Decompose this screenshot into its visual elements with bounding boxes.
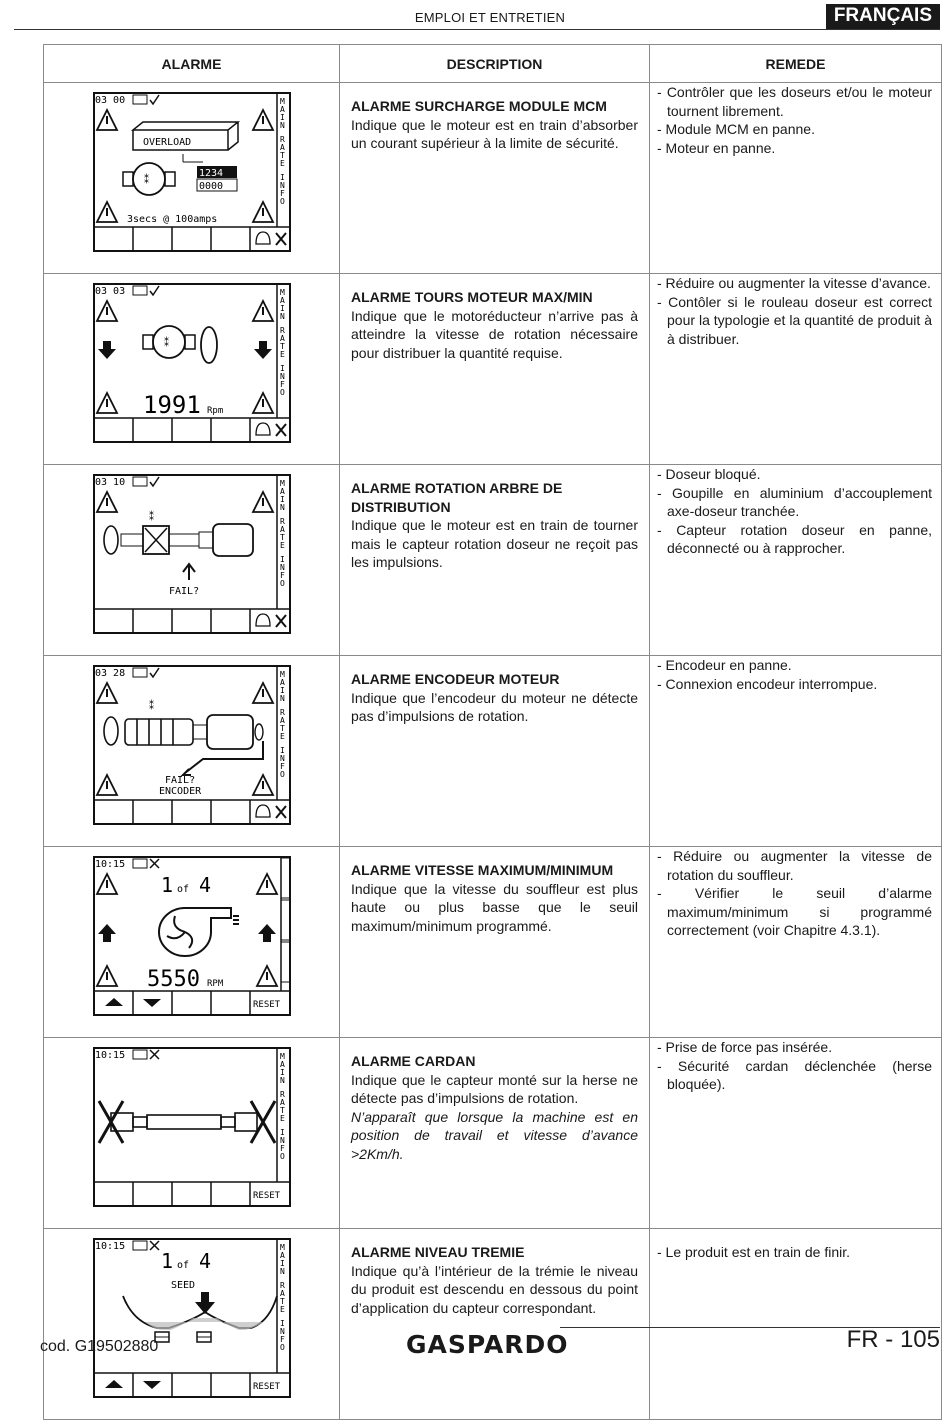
svg-text:A: A xyxy=(279,334,285,343)
encoder-label: ENCODER xyxy=(158,786,201,797)
remedy-list xyxy=(657,847,932,940)
side-tab-main[interactable]: M xyxy=(279,670,285,679)
side-tab-info[interactable]: I xyxy=(279,1128,285,1137)
remedy-list xyxy=(657,274,932,348)
svg-text:N: N xyxy=(279,1327,285,1336)
svg-text:F: F xyxy=(279,1335,285,1344)
rpm-value: 1991 xyxy=(142,391,201,419)
table-row xyxy=(44,656,942,847)
of-label: of xyxy=(176,884,189,895)
hopper-index: 1 xyxy=(160,1249,173,1273)
hopper-level-alarm-screen xyxy=(93,1238,291,1398)
motor-rpm-alarm-screen xyxy=(93,283,291,443)
screen-time: 10:15 xyxy=(94,1241,125,1252)
svg-text:F: F xyxy=(279,571,285,580)
alarm-description: Indique que la vitesse du souffleur est plus haute ou plus basse que le seuil maximum/minimum programmé. xyxy=(351,880,638,934)
remedy-list xyxy=(657,1243,932,1262)
alarm-title: ALARME TOURS MOTEUR MAX/MIN xyxy=(351,289,593,305)
sensor-count: 4 xyxy=(198,873,211,897)
side-tabs xyxy=(280,670,285,779)
svg-text:A: A xyxy=(279,1098,285,1107)
side-tab-rate[interactable]: R xyxy=(279,708,285,717)
svg-text:A: A xyxy=(279,143,285,152)
svg-text:T: T xyxy=(279,151,285,160)
rpm-unit: Rpm xyxy=(206,406,223,416)
side-tab-rate[interactable]: R xyxy=(279,326,285,335)
remedy-item: - Réduire ou augmenter la vitesse d’avance. xyxy=(657,275,931,291)
side-tab-main[interactable]: M xyxy=(279,1243,285,1252)
table-header-row xyxy=(44,45,942,83)
screen-code: 03 28 xyxy=(94,668,125,679)
alarm-description: Indique qu’à l’intérieur de la trémie le niveau du produit est descendu en dessous du point d’application du capteur correspondant. xyxy=(351,1262,638,1316)
svg-text:O: O xyxy=(279,1152,285,1161)
screen-code: 03 00 xyxy=(94,95,125,106)
side-tab-main[interactable]: M xyxy=(279,1052,285,1061)
svg-text:O: O xyxy=(279,197,285,206)
svg-text:O: O xyxy=(279,1343,285,1352)
remedy-list xyxy=(657,83,932,157)
svg-text:N: N xyxy=(279,694,285,703)
svg-text:N: N xyxy=(279,1267,285,1276)
table-row xyxy=(44,83,942,274)
sensor-status: 0000 xyxy=(198,181,223,192)
side-tab-info[interactable]: I xyxy=(279,173,285,182)
fan-rpm-unit: RPM xyxy=(206,979,223,989)
svg-text:N: N xyxy=(279,1136,285,1145)
remedy-item: - Sécurité cardan déclenchée (herse bloquée). xyxy=(657,1057,932,1092)
side-tabs xyxy=(280,1243,285,1352)
alarm-description: Indique que le capteur monté sur la herse ne détecte pas d’impulsions de rotation. xyxy=(351,1071,638,1106)
encoder-alarm-screen xyxy=(93,665,291,825)
column-header-remede: REMEDE xyxy=(650,45,942,83)
svg-text:N: N xyxy=(279,754,285,763)
svg-text:N: N xyxy=(279,563,285,572)
side-tabs xyxy=(280,1052,285,1161)
sensor-index: 1 xyxy=(160,873,173,897)
alarm-note: N’apparaît que lorsque la machine est en position de travail et vitesse d’avance >2Km/h. xyxy=(351,1108,638,1162)
svg-text:A: A xyxy=(279,716,285,725)
svg-text:A: A xyxy=(279,678,285,687)
screen-code: 03 03 xyxy=(94,286,125,297)
side-tab-info[interactable]: I xyxy=(279,364,285,373)
svg-text:I: I xyxy=(279,495,285,504)
remedy-item: - Vérifier le seuil d’alarme maximum/minimum si programmé correctement (voir Chapitre 4.3.1). xyxy=(657,885,932,938)
side-tab-info[interactable]: I xyxy=(279,1319,285,1328)
screen-time: 10:15 xyxy=(94,859,125,870)
side-tab-main[interactable]: M xyxy=(279,288,285,297)
table-row xyxy=(44,465,942,656)
svg-text:O: O xyxy=(279,770,285,779)
svg-text:T: T xyxy=(279,1297,285,1306)
remedy-item: - Capteur rotation doseur en panne, déconnecté ou à rapprocher. xyxy=(657,521,932,556)
alarm-title: ALARME CARDAN xyxy=(351,1053,476,1069)
fan-speed-alarm-screen xyxy=(93,856,291,1016)
alarm-title: ALARME ENCODEUR MOTEUR xyxy=(351,671,560,687)
svg-text:⁑: ⁑ xyxy=(148,512,154,523)
svg-text:A: A xyxy=(279,296,285,305)
header-title: EMPLOI ET ENTRETIEN xyxy=(414,10,566,25)
svg-text:E: E xyxy=(279,350,285,359)
side-tabs xyxy=(280,288,285,397)
hopper-count: 4 xyxy=(198,1249,211,1273)
side-tab-rate[interactable]: R xyxy=(279,1090,285,1099)
table-row xyxy=(44,1038,942,1229)
column-header-description: DESCRIPTION xyxy=(340,45,650,83)
side-tab-main[interactable]: M xyxy=(279,479,285,488)
remedy-item: - Encodeur en panne. xyxy=(657,657,792,673)
remedy-item: - Le produit est en train de finir. xyxy=(657,1244,850,1260)
alarm-description: Indique que le motoréducteur n’arrive pas à atteindre la vitesse de rotation nécessaire pour distribuer la quantité requise. xyxy=(351,307,638,361)
fan-rpm-value: 5550 xyxy=(146,967,200,992)
svg-text:N: N xyxy=(279,121,285,130)
alarm-title: ALARME ROTATION ARBRE DE DISTRIBUTION xyxy=(351,480,563,515)
side-tab-main[interactable]: M xyxy=(279,97,285,106)
svg-text:⁑: ⁑ xyxy=(148,701,154,712)
svg-text:N: N xyxy=(279,372,285,381)
alarm-description: Indique que le moteur est en train d’absorber un courant supérieur à la limite de sécurité. xyxy=(351,116,638,151)
svg-text:T: T xyxy=(279,533,285,542)
alarm-title: ALARME VITESSE MAXIMUM/MINIMUM xyxy=(351,862,614,878)
remedy-item: - Contôler si le rouleau doseur est correct pour la typologie et la quantité de produit à à distribuer. xyxy=(657,293,932,347)
svg-text:⁑: ⁑ xyxy=(143,175,149,186)
fail-label: FAIL? xyxy=(164,775,195,786)
of-label: of xyxy=(176,1260,189,1271)
shaft-rotation-alarm-screen xyxy=(93,474,291,634)
side-tab-rate[interactable]: R xyxy=(279,1281,285,1290)
svg-text:A: A xyxy=(279,1251,285,1260)
svg-text:N: N xyxy=(279,181,285,190)
remedy-list xyxy=(657,1038,932,1094)
remedy-item: - Connexion encodeur interrompue. xyxy=(657,675,878,692)
brand-logo: GASPARDO xyxy=(406,1330,569,1359)
svg-text:A: A xyxy=(279,1060,285,1069)
alarm-description: Indique que l’encodeur du moteur ne détecte pas d’impulsions de rotation. xyxy=(351,689,638,724)
language-badge: FRANÇAIS xyxy=(826,4,940,29)
reset-softkey[interactable]: RESET xyxy=(252,1382,280,1392)
remedy-item: - Moteur en panne. xyxy=(657,139,776,156)
overload-alarm-screen xyxy=(93,92,291,252)
header-divider xyxy=(14,29,940,30)
alarm-description: Indique que le moteur est en train de tourner mais le capteur rotation doseur ne reçoit pas les impulsions. xyxy=(351,517,638,570)
svg-text:E: E xyxy=(279,1114,285,1123)
page-number: FR - 105 xyxy=(846,1326,940,1353)
remedy-item: - Prise de force pas insérée. xyxy=(657,1039,833,1055)
remedy-item: - Doseur bloqué. xyxy=(657,466,761,482)
svg-text:O: O xyxy=(279,388,285,397)
alarm-title: ALARME SURCHARGE MODULE MCM xyxy=(351,98,607,114)
side-tab-info[interactable]: I xyxy=(279,555,285,564)
side-tab-rate[interactable]: R xyxy=(279,517,285,526)
svg-text:A: A xyxy=(279,105,285,114)
screen-code: 03 10 xyxy=(94,477,125,488)
reset-softkey[interactable]: RESET xyxy=(252,1191,280,1201)
cardan-alarm-screen xyxy=(93,1047,291,1207)
svg-text:A: A xyxy=(279,1289,285,1298)
svg-text:F: F xyxy=(279,762,285,771)
svg-text:F: F xyxy=(279,1144,285,1153)
svg-text:N: N xyxy=(279,1076,285,1085)
svg-text:T: T xyxy=(279,1106,285,1115)
svg-text:F: F xyxy=(279,189,285,198)
svg-text:⁑: ⁑ xyxy=(163,338,169,349)
alarm-table xyxy=(43,44,942,1420)
svg-text:N: N xyxy=(279,503,285,512)
fail-label: FAIL? xyxy=(168,586,199,597)
svg-text:A: A xyxy=(279,525,285,534)
svg-text:O: O xyxy=(279,579,285,588)
svg-text:OVERLOAD: OVERLOAD xyxy=(142,137,191,148)
side-tab-rate[interactable]: R xyxy=(279,135,285,144)
svg-text:T: T xyxy=(279,342,285,351)
svg-text:I: I xyxy=(279,113,285,122)
svg-text:I: I xyxy=(279,686,285,695)
svg-text:I: I xyxy=(279,1259,285,1268)
svg-text:E: E xyxy=(279,1305,285,1314)
side-tabs xyxy=(280,97,285,206)
remedy-item: - Contrôler que les doseurs et/ou le moteur tournent librement. xyxy=(657,84,932,119)
svg-text:A: A xyxy=(279,487,285,496)
alarm-title: ALARME NIVEAU TREMIE xyxy=(351,1244,525,1260)
remedy-item: - Module MCM en panne. xyxy=(657,121,815,137)
overload-current-readout: 3secs @ 100amps xyxy=(126,214,217,225)
svg-text:N: N xyxy=(279,312,285,321)
screen-time: 10:15 xyxy=(94,1050,125,1061)
svg-text:E: E xyxy=(279,732,285,741)
svg-text:E: E xyxy=(279,159,285,168)
svg-text:T: T xyxy=(279,724,285,733)
remedy-item: - Réduire ou augmenter la vitesse de rotation du souffleur. xyxy=(657,848,932,883)
remedy-item: - Goupille en aluminium d’accouplement axe-doseur tranchée. xyxy=(657,484,932,519)
svg-text:F: F xyxy=(279,380,285,389)
reset-softkey[interactable]: RESET xyxy=(252,1000,280,1010)
side-tabs xyxy=(280,479,285,588)
document-code: cod. G19502880 xyxy=(40,1338,159,1355)
table-row xyxy=(44,847,942,1038)
remedy-list xyxy=(657,656,932,693)
remedy-list xyxy=(657,465,932,558)
column-header-alarme: ALARME xyxy=(44,45,340,83)
svg-text:I: I xyxy=(279,1068,285,1077)
svg-text:I: I xyxy=(279,304,285,313)
product-label: SEED xyxy=(170,1280,195,1291)
table-row xyxy=(44,274,942,465)
svg-text:E: E xyxy=(279,541,285,550)
sensor-numbers: 1234 xyxy=(198,168,223,179)
table-row xyxy=(44,1229,942,1420)
side-tab-info[interactable]: I xyxy=(279,746,285,755)
